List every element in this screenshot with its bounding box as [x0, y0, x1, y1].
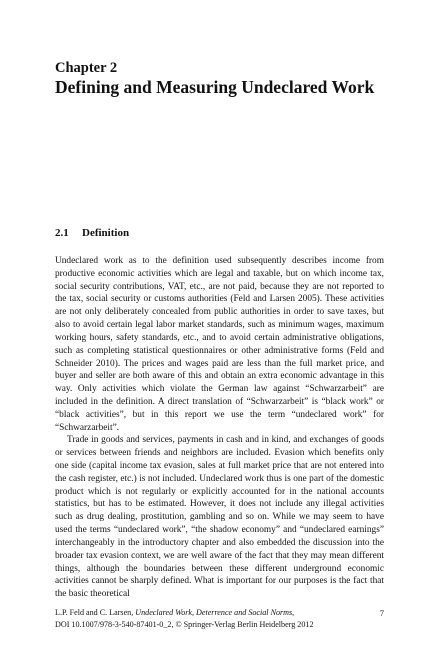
section-heading	[55, 226, 129, 240]
paragraph-2: Trade in goods and services, payments in cash and in kind, and exchanges of goods or services between friends and neighbors are included. Evasion which benefits only one side (capital income tax evasion, sales at full market price that are not entered into the cash register, etc.) is not included. Undeclared work thus is one part of the domestic product which is not regularly or explicitly accounted for in the national accounts statistics, but has to be estimated. However, it does not include any illegal activities such as drug dealing, prostitution, gambling and so on. While we may seem to have used the terms “undeclared work”, “the shadow economy” and “undeclared earnings” interchangeably in the introductory chapter and also embedded the discussion into the broader tax evasion context, we are well aware of the fact that they may mean different things, although the boundaries between these different underground economic activities cannot be sharply defined. What is important for our purposes is the fact that the basic theoretical	[55, 435, 384, 600]
paragraph-1: Undeclared work as to the definition used subsequently describes income from productive economic activities which are legal and taxable, but on which income tax, social security contributions, VAT, etc., are not paid, because they are not reported to the tax, social security or customs authorities (Feld and Larsen 2005). These activities are not only deliberately concealed from public authorities in order to save taxes, but also to avoid certain legal labor market standards, such as minimum wages, maximum working hours, safety standards, etc., and to avoid certain administrative obligations, such as completing statistical questionnaires or other administrative forms (Feld and Schneider 2010). The prices and wages paid are less than the full market price, and buyer and seller are both aware of this and obtain an extra economic advantage in this way. Only activities which violate the German law against “Schwarzarbeit” are included in the definition. A direct translation of “Schwarzarbeit” is “black work” or “black activities”, but in this report we use the term “undeclared work” for “Schwarzarbeit”.	[55, 256, 384, 433]
footer-book-title: Undeclared Work, Deterrence and Social Norms	[135, 608, 293, 617]
footer-doi-line: DOI 10.1007/978-3-540-87401-0_2, © Springer-Verlag Berlin Heidelberg 2012	[55, 620, 314, 629]
chapter-label: Chapter 2	[55, 60, 118, 76]
section-number: 2.1	[55, 227, 69, 239]
footer-citation-line	[55, 607, 314, 619]
section-title: Definition	[82, 227, 130, 239]
page-footer	[55, 607, 314, 631]
body-text	[55, 255, 384, 601]
chapter-title: Defining and Measuring Undeclared Work	[55, 77, 375, 97]
footer-authors: L.P. Feld and C. Larsen,	[55, 608, 136, 617]
page-number: 7	[379, 608, 384, 618]
footer-comma: ,	[292, 608, 295, 617]
